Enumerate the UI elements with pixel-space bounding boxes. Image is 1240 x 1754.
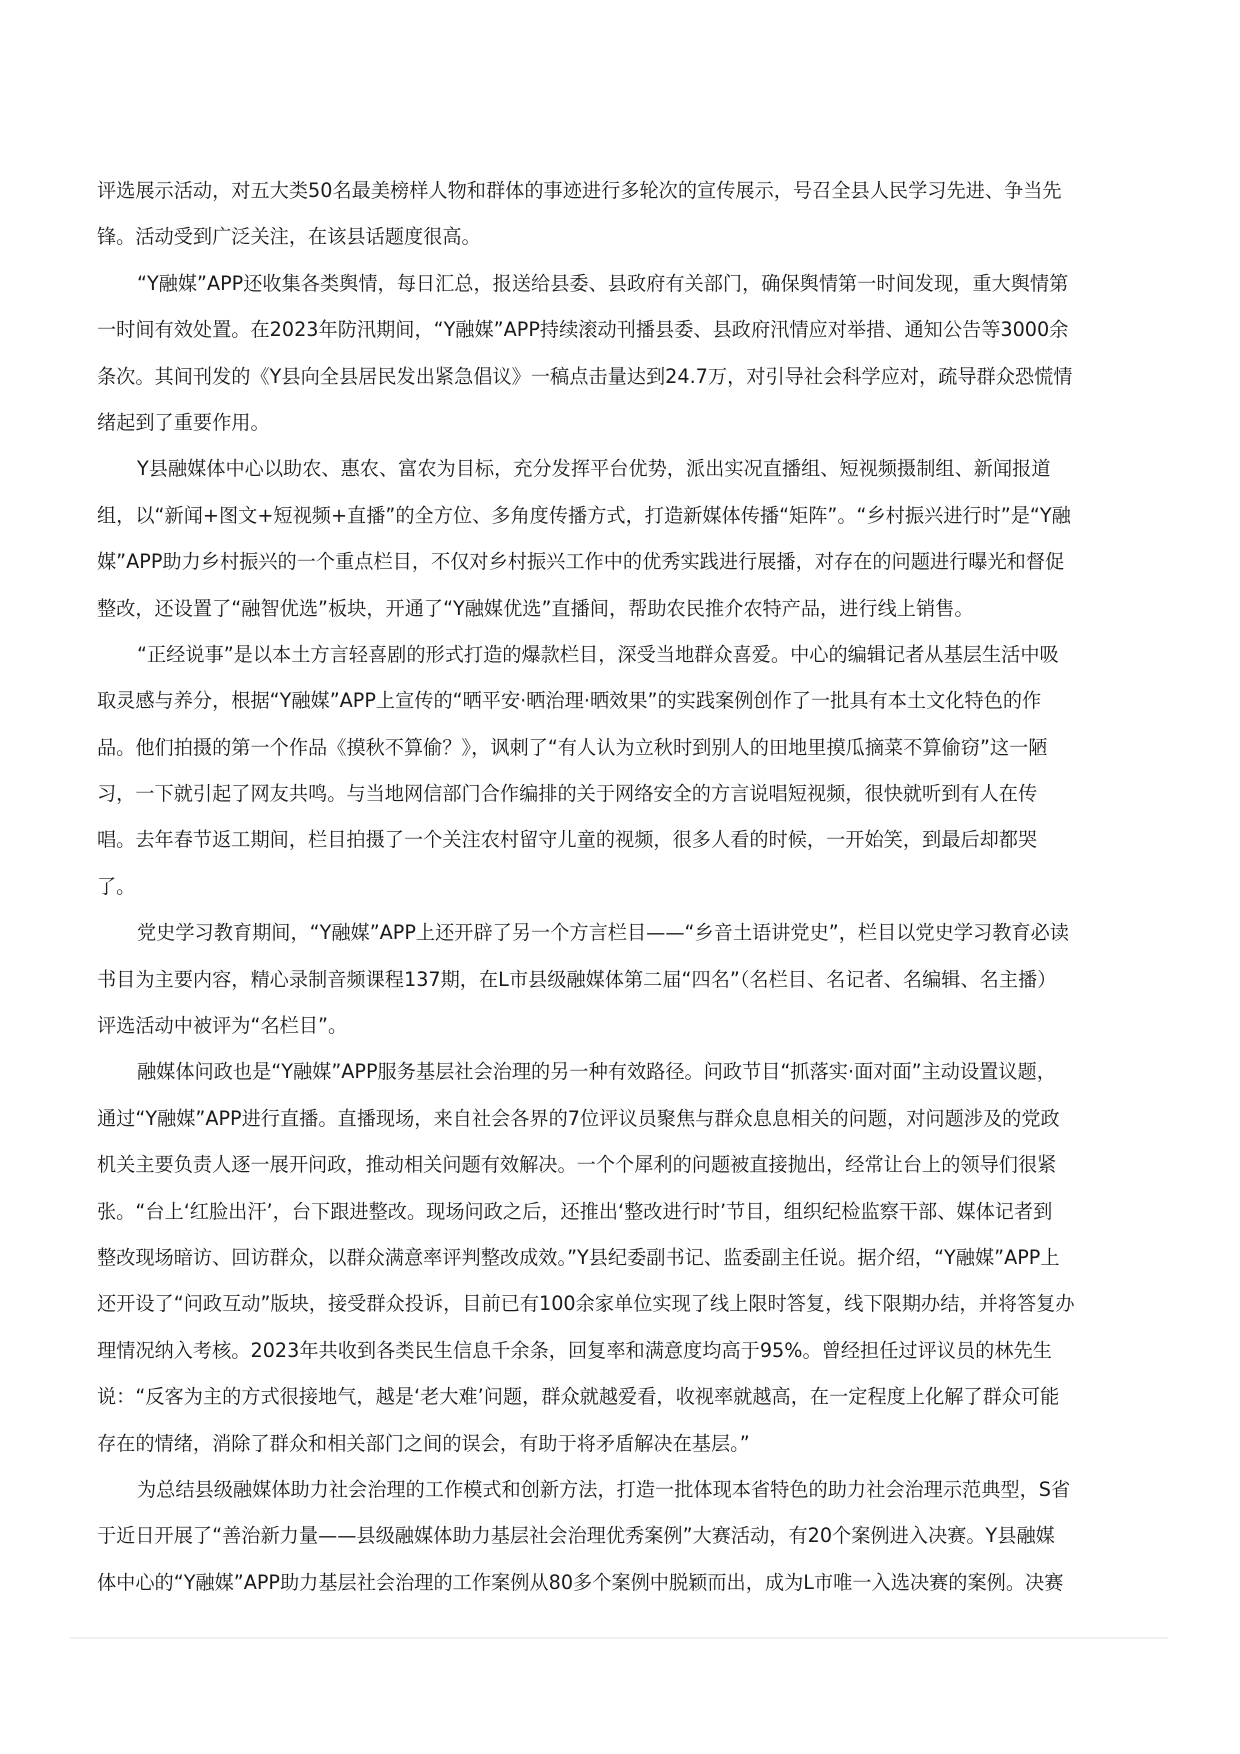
- text-line: 品。他们拍摄的第一个作品《摸秋不算偷？》，讽刺了“有人认为立秋时到别人的田地里摸瓜摘菜不算偷窃”这一陋: [97, 735, 1048, 759]
- paragraph: [97, 1467, 1142, 1606]
- text-line: Y县融媒体中心以助农、惠农、富农为目标，充分发挥平台优势，派出实况直播组、短视频摄制组、新闻报道: [137, 457, 1051, 481]
- text-line: 书目为主要内容，精心录制音频课程137期，在L市县级融媒体第二届“四名”（名栏目、名记者、名编辑、名主播）: [97, 967, 1057, 991]
- text-line: “Y融媒”APP还收集各类舆情，每日汇总，报送给县委、县政府有关部门，确保舆情第一时间发现，重大舆情第: [137, 271, 1069, 295]
- text-line: 党史学习教育期间，“Y融媒”APP上还开辟了另一个方言栏目——“乡音土语讲党史”，栏目以党史学习教育必读: [137, 921, 1069, 945]
- text-line: 整改，还设置了“融智优选”板块，开通了“Y融媒优选”直播间，帮助农民推介农特产品，进行线上销售。: [97, 596, 974, 620]
- text-line: 取灵感与养分，根据“Y融媒”APP上宣传的“晒平安·晒治理·晒效果”的实践案例创作了一批具有本土文化特色的作: [97, 689, 1042, 713]
- text-line: 了。: [97, 874, 136, 898]
- text-line: 理情况纳入考核。2023年共收到各类民生信息千余条，回复率和满意度均高于95%。曾经担任过评议员的林先生: [97, 1338, 1052, 1362]
- paragraph: [97, 168, 1142, 261]
- text-line: 为总结县级融媒体助力社会治理的工作模式和创新方法，打造一批体现本省特色的助力社会治理示范典型，S省: [137, 1477, 1071, 1501]
- text-line: 组，以“新闻+图文+短视频+直播”的全方位、多角度传播方式，打造新媒体传播“矩阵”。“乡村振兴进行时”是“Y融: [97, 503, 1071, 527]
- text-line: 还开设了“问政互动”版块，接受群众投诉，目前已有100余家单位实现了线上限时答复，线下限期办结，并将答复办: [97, 1292, 1075, 1316]
- text-line: 通过“Y融媒”APP进行直播。直播现场，来自社会各界的7位评议员聚焦与群众息息相关的问题，对问题涉及的党政: [97, 1106, 1060, 1130]
- text-line: 融媒体问政也是“Y融媒”APP服务基层社会治理的另一种有效路径。问政节目“抓落实·面对面”主动设置议题，: [137, 1060, 1056, 1084]
- text-line: 于近日开展了“善治新力量——县级融媒体助力基层社会治理优秀案例”大赛活动，有20个案例进入决赛。Y县融媒: [97, 1524, 1055, 1548]
- paragraph: [97, 632, 1142, 910]
- text-line: 张。“台上‘红脸出汗’，台下跟进整改。现场问政之后，还推出‘整改进行时’节目，组织纪检监察干部、媒体记者到: [97, 1199, 1053, 1223]
- text-line: 评选展示活动，对五大类50名最美榜样人物和群体的事迹进行多轮次的宣传展示，号召全县人民学习先进、争当先: [97, 179, 1062, 202]
- text-line: “正经说事”是以本土方言轻喜剧的形式打造的爆款栏目，深受当地群众喜爱。中心的编辑记者从基层生活中吸: [137, 642, 1059, 666]
- paragraph: [97, 261, 1142, 447]
- document-body: [97, 168, 1142, 1606]
- text-line: 绪起到了重要作用。: [97, 410, 270, 434]
- text-line: 一时间有效处置。在2023年防汛期间，“Y融媒”APP持续滚动刊播县委、县政府汛情应对举措、通知公告等3000余: [97, 318, 1069, 342]
- page-divider: [70, 1637, 1168, 1639]
- text-line: 机关主要负责人逐一展开问政，推动相关问题有效解决。一个个犀利的问题被直接抛出，经常让台上的领导们很紧: [97, 1153, 1057, 1177]
- text-line: 媒”APP助力乡村振兴的一个重点栏目，不仅对乡村振兴工作中的优秀实践进行展播，对存在的问题进行曝光和督促: [97, 550, 1065, 574]
- text-line: 评选活动中被评为“名栏目”。: [97, 1014, 348, 1038]
- paragraph: [97, 446, 1142, 632]
- text-line: 锋。活动受到广泛关注，在该县话题度很高。: [97, 225, 481, 249]
- text-line: 说：“反客为主的方式很接地气，越是‘老大难’问题，群众就越爱看，收视率就越高，在一定程度上化解了群众可能: [97, 1385, 1060, 1409]
- text-line: 整改现场暗访、回访群众，以群众满意率评判整改成效。”Y县纪委副书记、监委副主任说。据介绍，“Y融媒”APP上: [97, 1245, 1060, 1269]
- text-line: 唱。去年春节返工期间，栏目拍摄了一个关注农村留守儿童的视频，很多人看的时候，一开始笑，到最后却都哭: [97, 828, 1038, 852]
- text-line: 体中心的“Y融媒”APP助力基层社会治理的工作案例从80多个案例中脱颖而出，成为L市唯一入选决赛的案例。决赛: [97, 1570, 1064, 1594]
- text-line: 习，一下就引起了网友共鸣。与当地网信部门合作编排的关于网络安全的方言说唱短视频，很快就听到有人在传: [97, 782, 1038, 806]
- paragraph: [97, 1049, 1142, 1467]
- paragraph: [97, 910, 1142, 1049]
- text-line: 条次。其间刊发的《Y县向全县居民发出紧急倡议》一稿点击量达到24.7万，对引导社会科学应对，疏导群众恐慌情: [97, 364, 1073, 388]
- text-line: 存在的情绪，消除了群众和相关部门之间的误会，有助于将矛盾解决在基层。”: [97, 1431, 750, 1455]
